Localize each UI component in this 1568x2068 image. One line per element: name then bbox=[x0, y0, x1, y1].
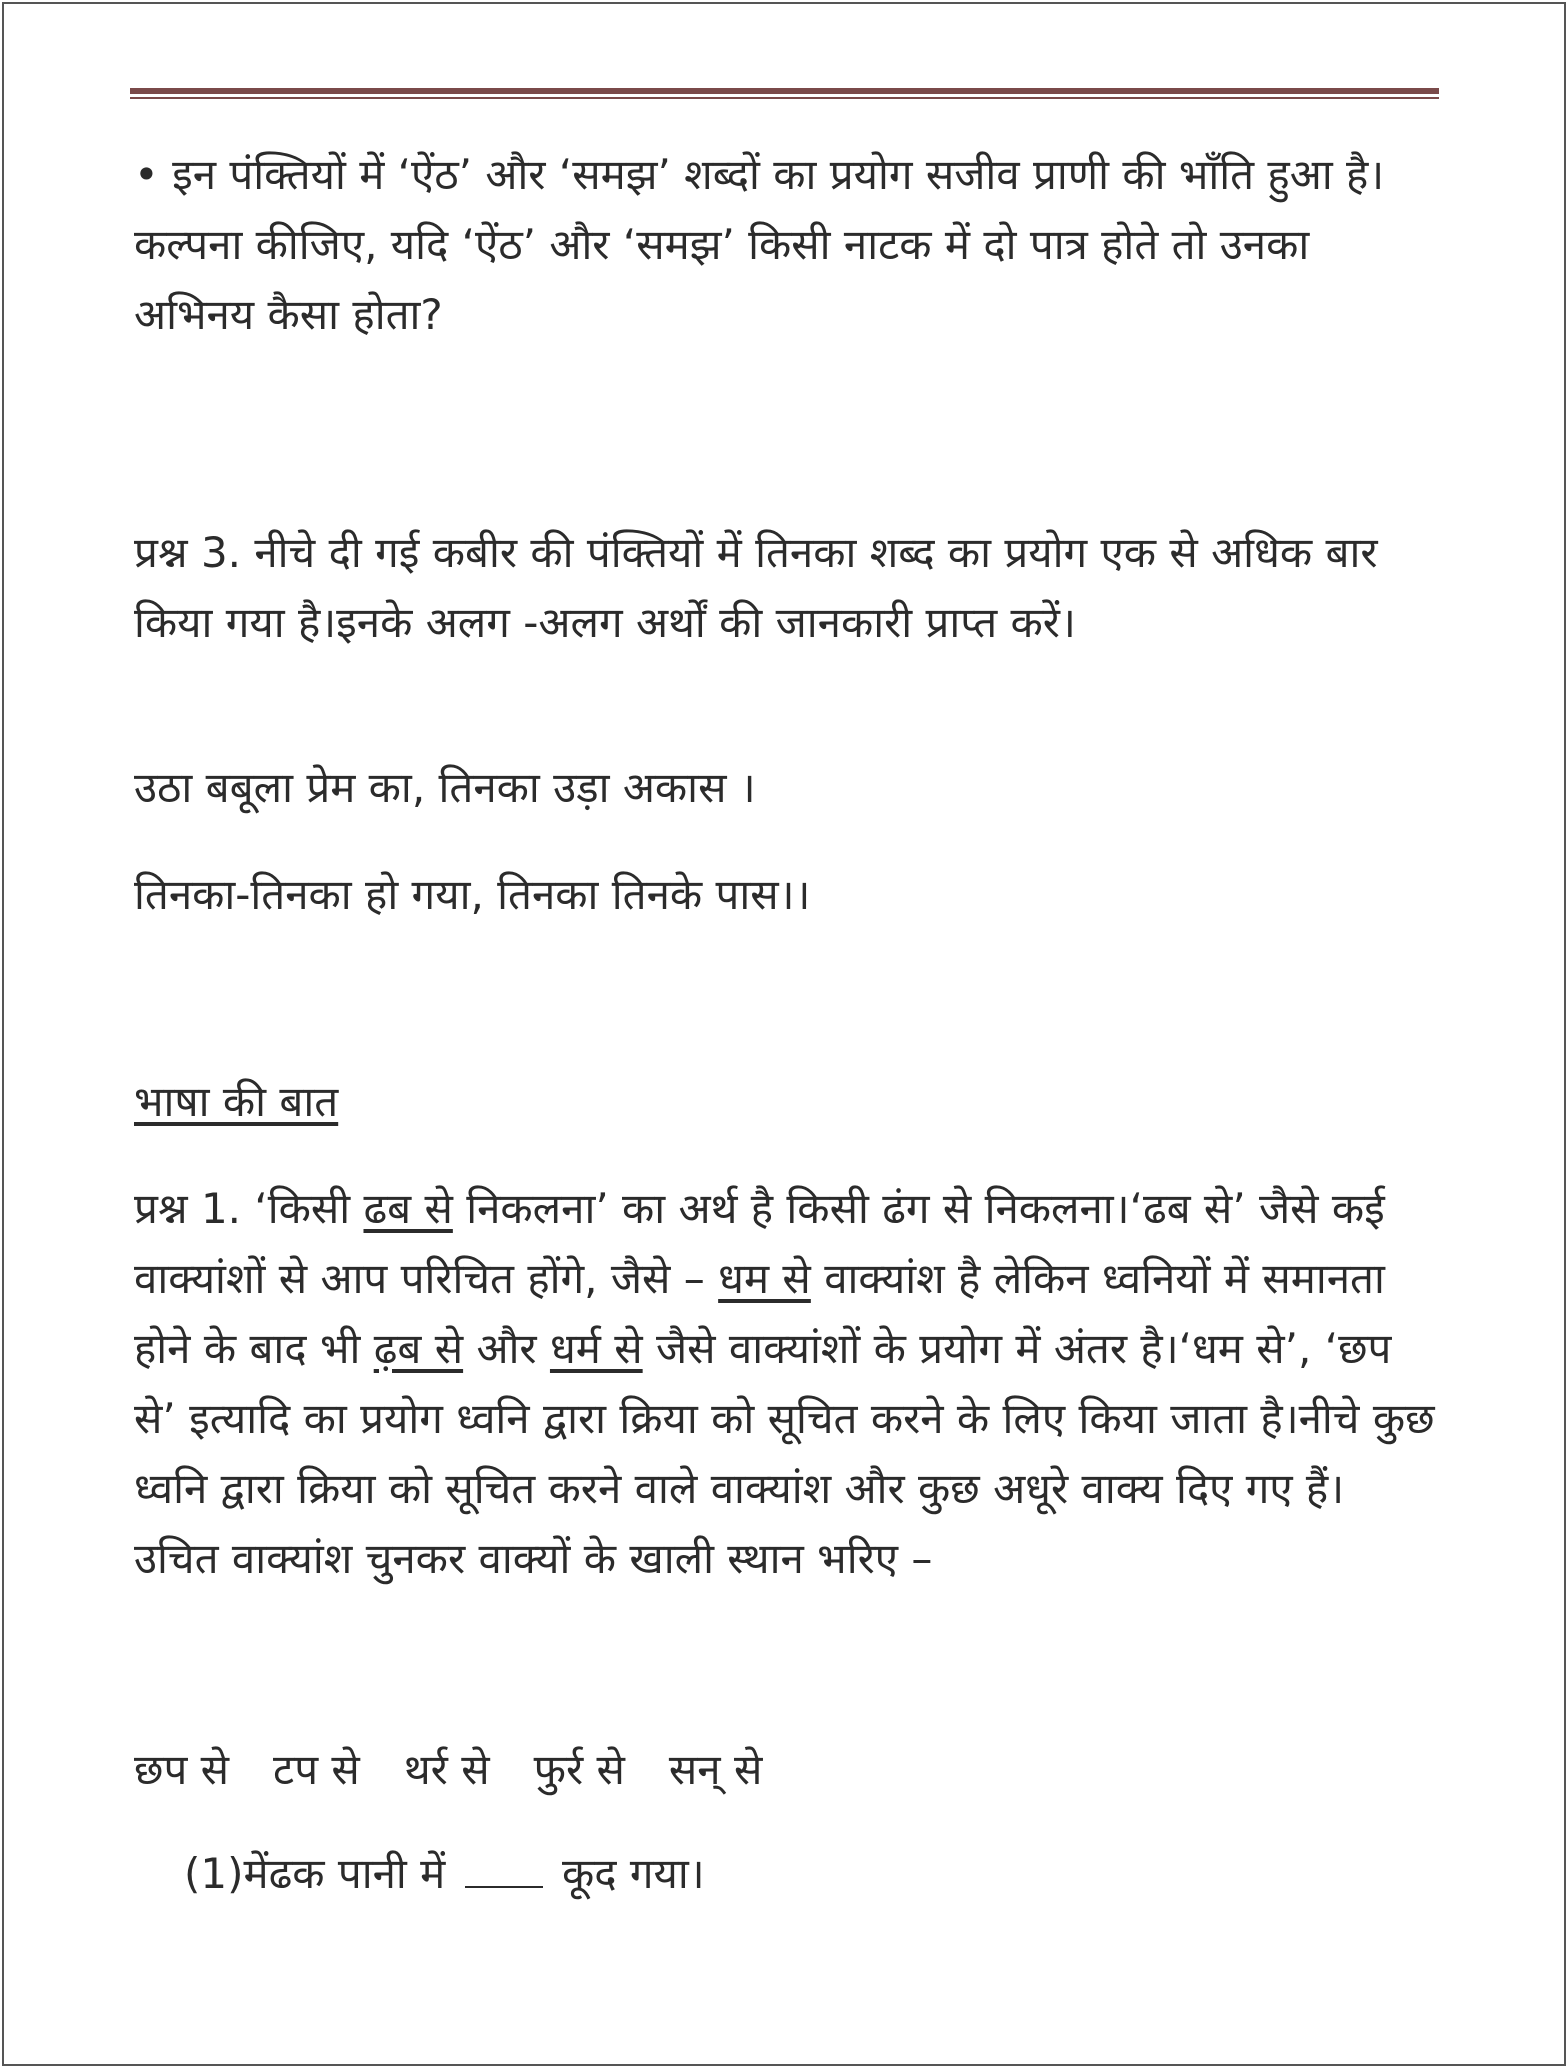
header-rule bbox=[130, 88, 1439, 99]
option-san-se: सन् से bbox=[668, 1745, 763, 1794]
q1-text-part-4: और bbox=[463, 1324, 550, 1373]
question-3: प्रश्न 3. नीचे दी गई कबीर की पंक्तियों में तिनका शब्द का प्रयोग एक से अधिक बार किया गया है।इनके अलग -अलग अर्थों की जानकारी प्राप्त करें। bbox=[134, 528, 1378, 647]
option-chhap-se: छप से bbox=[134, 1745, 230, 1794]
header-rule-thick bbox=[130, 88, 1439, 94]
q1-text-part-1: प्रश्न 1. ‘किसी bbox=[134, 1184, 364, 1233]
option-tap-se: टप से bbox=[273, 1745, 360, 1794]
bullet-paragraph-text: इन पंक्तियों में ‘ऐंठ’ और ‘समझ’ शब्दों का प्रयोग सजीव प्राणी की भाँति हुआ है। कल्पना कीजिए, यदि ‘ऐंठ’ और ‘समझ’ किसी नाटक में दो पात्र होते तो उनका अभिनय कैसा होता? bbox=[134, 150, 1385, 339]
section-heading-text: भाषा की बात bbox=[134, 1077, 339, 1126]
q1-text-part-3: वाक्यांश है लेकिन ध्वनियों में समानता होने के बाद भी bbox=[134, 1254, 1385, 1373]
header-rule-thin bbox=[130, 97, 1439, 99]
q1-text-part-2: निकलना’ का अर्थ है किसी ढंग से निकलना।‘ढब से’ जैसे कई वाक्यांशों से आप परिचित होंगे, जैसे – bbox=[134, 1184, 1385, 1303]
question-1 bbox=[134, 1174, 1440, 1594]
q1-underlined-dharm-se: धर्म से bbox=[549, 1324, 643, 1373]
couplet-line-1: उठा बबूला प्रेम का, तिनका उड़ा अकास । bbox=[134, 763, 756, 812]
option-phurr-se: फुर्र से bbox=[533, 1745, 625, 1794]
q1-underlined-dham-se: धम से bbox=[718, 1254, 811, 1303]
bullet-marker: • bbox=[134, 150, 159, 199]
phrase-options bbox=[134, 1735, 1440, 1805]
q1-underlined-dhab-se-2: ढ़ब से bbox=[373, 1324, 464, 1373]
section-heading bbox=[134, 1067, 1440, 1137]
sentence-1-suffix: कूद गया। bbox=[548, 1849, 705, 1898]
fill-sentence-1 bbox=[184, 1839, 1440, 1909]
bullet-paragraph bbox=[134, 140, 1440, 350]
q1-underlined-dhab-se: ढब से bbox=[363, 1184, 453, 1233]
couplet-line-2: तिनका-तिनका हो गया, तिनका तिनके पास।। bbox=[134, 870, 811, 919]
sentence-1-blank bbox=[465, 1848, 543, 1888]
sentence-1-prefix: (1)मेंढक पानी में bbox=[184, 1849, 459, 1898]
option-tharr-se: थर्र से bbox=[403, 1745, 490, 1794]
q1-text-part-5: जैसे वाक्यांशों के प्रयोग में अंतर है।‘धम से’, ‘छप से’ इत्यादि का प्रयोग ध्वनि द्वारा क्रिया को सूचित करने के लिए किया जाता है।नीचे कुछ ध्वनि द्वारा क्रिया को सूचित करने वाले वाक्यांश और कुछ अधूरे वाक्य दिए गए हैं। उचित वाक्यांश चुनकर वाक्यों के खाली स्थान भरिए – bbox=[134, 1324, 1435, 1583]
